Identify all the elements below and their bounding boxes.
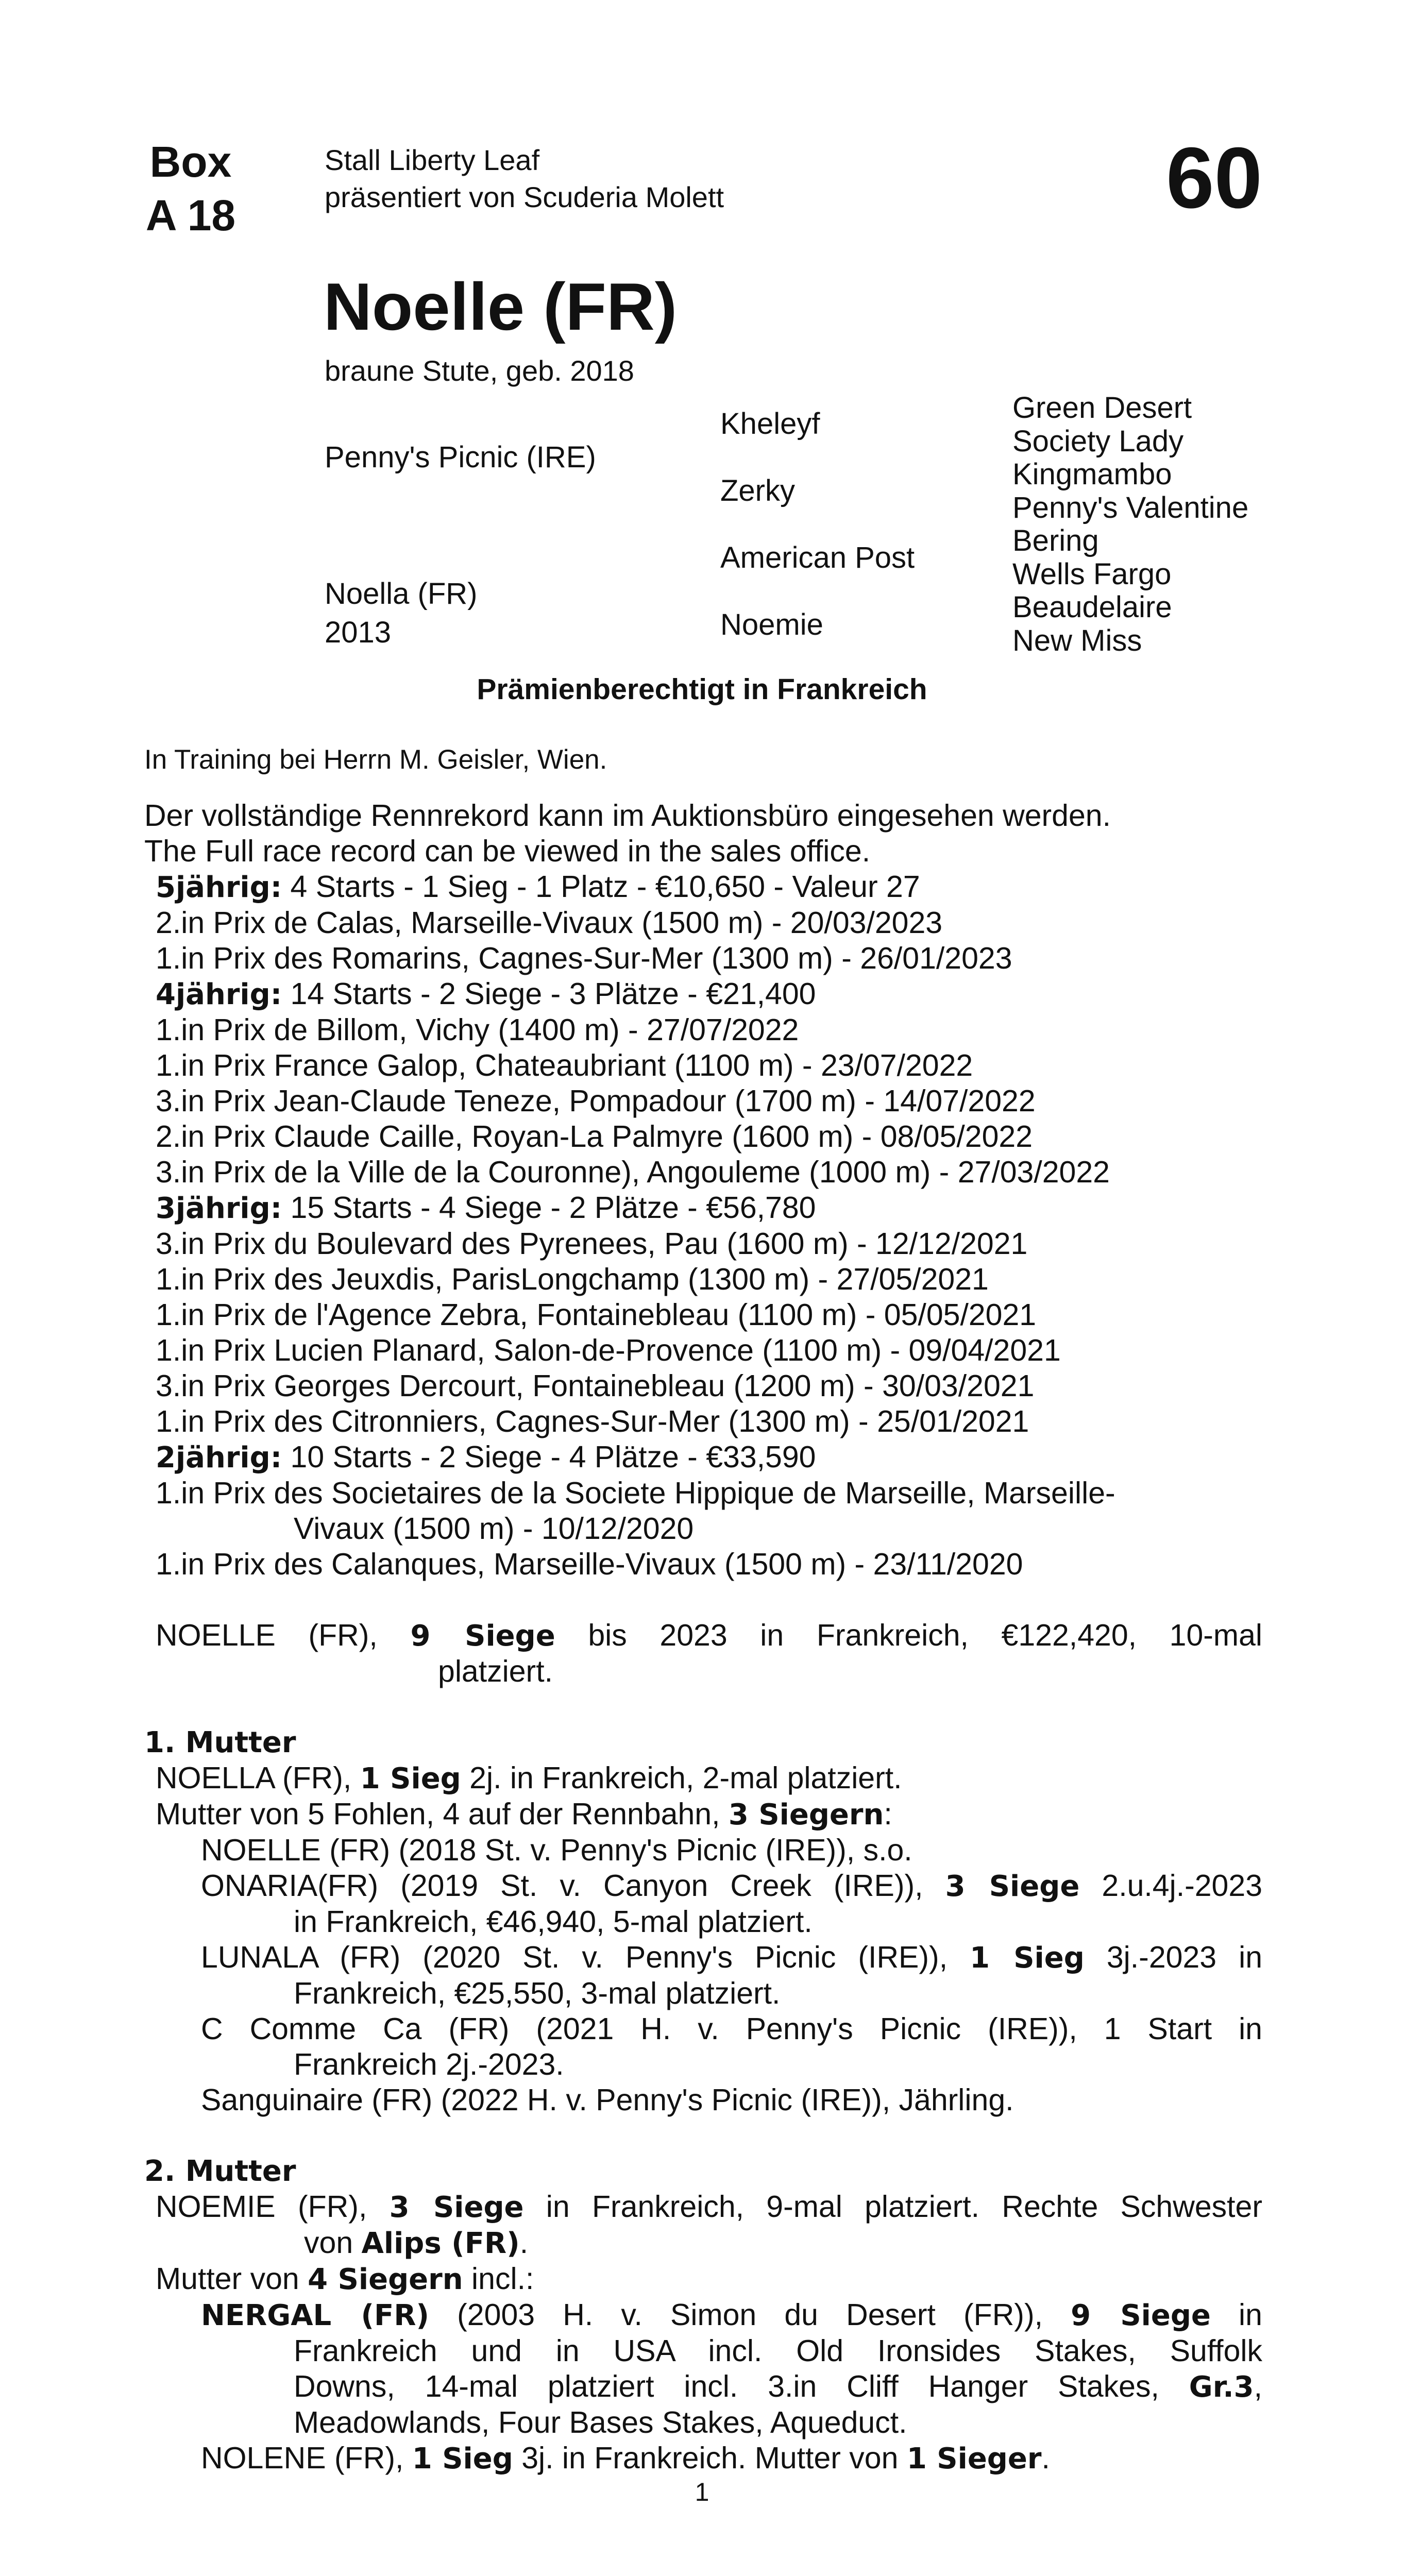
record-year-heading: 2jährig: 10 Starts - 2 Siege - 4 Plätze - €33,590 xyxy=(156,1440,816,1475)
offspring-1: NOELLE (FR) (2018 St. v. Penny's Picnic (IRE)), s.o. xyxy=(201,1833,912,1867)
record-line: 3.in Prix Jean-Claude Teneze, Pompadour (1700 m) - 14/07/2022 xyxy=(156,1084,1036,1118)
record-line: 3.in Prix du Boulevard des Pyrenees, Pau (1600 m) - 12/12/2021 xyxy=(156,1227,1028,1261)
pedigree-third-generation xyxy=(1012,392,1248,657)
nergal-line-3: Downs, 14-mal platziert incl. 3.in Cliff Hanger Stakes, Gr.3, xyxy=(294,2369,1262,2404)
consignor-line-2: präsentiert von Scuderia Molett xyxy=(325,181,724,213)
pedigree-g3-1: Green Desert xyxy=(1012,391,1192,425)
catalogue-body xyxy=(144,742,1262,2477)
page-number: 1 xyxy=(695,2478,709,2506)
consignor-line-1: Stall Liberty Leaf xyxy=(325,144,540,176)
nergal-line: NERGAL (FR) (2003 H. v. Simon du Desert (FR)), 9 Siege in xyxy=(201,2298,1262,2332)
training-note: In Training bei Herrn M. Geisler, Wien. xyxy=(144,744,607,775)
record-year-heading: 4jährig: 14 Starts - 2 Siege - 3 Plätze - €21,400 xyxy=(156,977,816,1011)
record-line-cont: Vivaux (1500 m) - 10/12/2020 xyxy=(294,1512,694,1546)
nergal-line-4: Meadowlands, Four Bases Stakes, Aqueduct. xyxy=(294,2405,907,2439)
record-line: 1.in Prix de Billom, Vichy (1400 m) - 27/07/2022 xyxy=(156,1013,799,1047)
box-label-block xyxy=(119,135,263,242)
record-line: 1.in Prix des Calanques, Marseille-Vivaux (1500 m) - 23/11/2020 xyxy=(156,1547,1023,1581)
pedigree-dam-sire: American Post xyxy=(720,541,915,574)
pedigree-g3-3: Kingmambo xyxy=(1012,457,1172,491)
horse-name: Noelle (FR) xyxy=(324,269,678,344)
offspring-4: C Comme Ca (FR) (2021 H. v. Penny's Picnic (IRE)), 1 Start in xyxy=(201,2012,1262,2046)
mutter1-line: NOELLA (FR), 1 Sieg 2j. in Frankreich, 2-mal platziert. xyxy=(156,1761,902,1795)
record-note-de: Der vollständige Rennrekord kann im Auktionsbüro eingesehen werden. xyxy=(144,799,1111,833)
nolene-line: NOLENE (FR), 1 Sieg 3j. in Frankreich. Mutter von 1 Sieger. xyxy=(201,2441,1050,2476)
record-line: 3.in Prix de la Ville de la Couronne), Angouleme (1000 m) - 27/03/2022 xyxy=(156,1155,1110,1189)
pedigree-g3-8: New Miss xyxy=(1012,623,1142,657)
horse-description: braune Stute, geb. 2018 xyxy=(325,354,634,387)
pedigree-g3-2: Society Lady xyxy=(1012,424,1184,458)
mutter2-heading: 2. Mutter xyxy=(144,2155,296,2188)
race-record xyxy=(144,869,1262,1582)
mutter2-winners: Mutter von 4 Siegern incl.: xyxy=(156,2262,534,2296)
pedigree-dam: Noella (FR) xyxy=(325,577,478,611)
box-number: A 18 xyxy=(145,191,236,240)
pedigree-dam-year: 2013 xyxy=(325,616,392,649)
premium-note: Prämienberechtigt in Frankreich xyxy=(477,673,927,706)
record-line: 3.in Prix Georges Dercourt, Fontainebleau (1200 m) - 30/03/2021 xyxy=(156,1369,1035,1403)
summary-line: NOELLE (FR), 9 Siege bis 2023 in Frankreich, €122,420, 10-mal xyxy=(156,1618,1262,1653)
record-line: 2.in Prix de Calas, Marseille-Vivaux (1500 m) - 20/03/2023 xyxy=(156,906,943,940)
record-line: 1.in Prix France Galop, Chateaubriant (1100 m) - 23/07/2022 xyxy=(156,1048,973,1082)
record-line: 1.in Prix des Jeuxdis, ParisLongchamp (1300 m) - 27/05/2021 xyxy=(156,1262,989,1296)
mutter2-line-cont: von Alips (FR). xyxy=(304,2226,529,2260)
pedigree-sire: Penny's Picnic (IRE) xyxy=(325,440,596,474)
record-year-heading: 3jährig: 15 Starts - 4 Siege - 2 Plätze - €56,780 xyxy=(156,1191,816,1225)
pedigree-sire-dam: Zerky xyxy=(720,474,795,507)
summary-line-cont: platziert. xyxy=(438,1654,553,1688)
lot-number: 60 xyxy=(1166,129,1262,226)
record-line: 1.in Prix de l'Agence Zebra, Fontainebleau (1100 m) - 05/05/2021 xyxy=(156,1298,1037,1332)
pedigree-g3-4: Penny's Valentine xyxy=(1012,490,1249,524)
box-label: Box xyxy=(149,138,232,186)
pedigree-g3-7: Beaudelaire xyxy=(1012,590,1172,624)
offspring-3-cont: Frankreich, €25,550, 3-mal platziert. xyxy=(294,1976,781,2010)
pedigree-g3-6: Wells Fargo xyxy=(1012,557,1172,591)
offspring-5: Sanguinaire (FR) (2022 H. v. Penny's Picnic (IRE)), Jährling. xyxy=(201,2083,1014,2117)
mutter2-line: NOEMIE (FR), 3 Siege in Frankreich, 9-mal platziert. Rechte Schwester xyxy=(156,2190,1262,2224)
record-line: 1.in Prix des Societaires de la Societe Hippique de Marseille, Marseille- xyxy=(156,1476,1115,1510)
offspring-4-cont: Frankreich 2j.-2023. xyxy=(294,2047,564,2081)
offspring-2: ONARIA(FR) (2019 St. v. Canyon Creek (IRE)), 3 Siege 2.u.4j.-2023 xyxy=(201,1869,1263,1903)
nergal-line-2: Frankreich und in USA incl. Old Ironsides Stakes, Suffolk xyxy=(294,2334,1262,2368)
record-line: 1.in Prix des Romarins, Cagnes-Sur-Mer (1300 m) - 26/01/2023 xyxy=(156,941,1012,975)
record-line: 1.in Prix Lucien Planard, Salon-de-Provence (1100 m) - 09/04/2021 xyxy=(156,1333,1061,1367)
offspring-2-cont: in Frankreich, €46,940, 5-mal platziert. xyxy=(294,1905,813,1939)
mutter1-foals: Mutter von 5 Fohlen, 4 auf der Rennbahn, 3 Siegern: xyxy=(156,1797,892,1832)
record-line: 1.in Prix des Citronniers, Cagnes-Sur-Mer (1300 m) - 25/01/2021 xyxy=(156,1404,1029,1438)
pedigree-g3-5: Bering xyxy=(1012,524,1099,557)
pedigree-dam-dam: Noemie xyxy=(720,608,823,641)
consignor xyxy=(325,142,724,216)
record-year-heading: 5jährig: 4 Starts - 1 Sieg - 1 Platz - €10,650 - Valeur 27 xyxy=(156,870,920,904)
mutter1-heading: 1. Mutter xyxy=(144,1726,296,1759)
record-note-en: The Full race record can be viewed in the sales office. xyxy=(144,834,871,868)
offspring-3: LUNALA (FR) (2020 St. v. Penny's Picnic (IRE)), 1 Sieg 3j.-2023 in xyxy=(201,1940,1263,1975)
record-line: 2.in Prix Claude Caille, Royan-La Palmyre (1600 m) - 08/05/2022 xyxy=(156,1120,1033,1154)
pedigree-sire-sire: Kheleyf xyxy=(720,407,820,440)
